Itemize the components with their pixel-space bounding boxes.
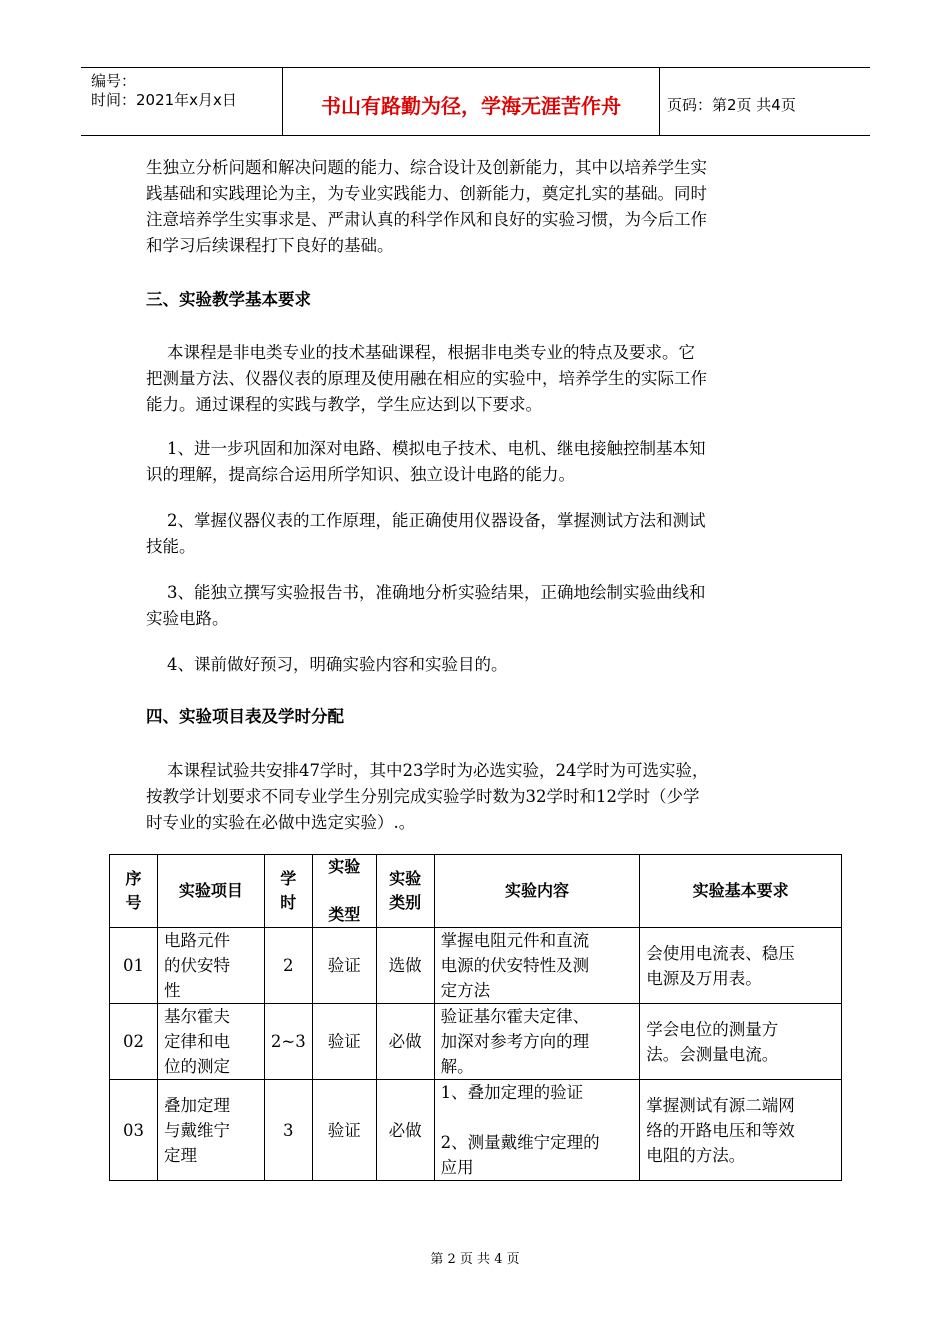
header-page-info: 页码：第2页 共4页	[667, 96, 796, 114]
cell-seq: 03	[110, 1080, 158, 1181]
requirement-item-1: 1、进一步巩固和加深对电路、模拟电子技术、电机、继电接触控制基本知 识的理解，提高综合运用所学知识、独立设计电路的能力。	[146, 439, 706, 484]
cell-type: 验证	[312, 928, 376, 1004]
document-time-label: 时间：2021年x月x日	[91, 91, 237, 109]
requirement-item-4: 4、课前做好预习，明确实验内容和实验目的。	[146, 655, 508, 674]
cell-project: 叠加定理 与戴维宁 定理	[157, 1080, 264, 1181]
cell-seq: 01	[110, 928, 158, 1004]
header-hours: 学 时	[264, 855, 312, 928]
section-heading-4: 四、实验项目表及学时分配	[146, 707, 344, 726]
header-requirement: 实验基本要求	[640, 855, 842, 928]
experiment-table	[109, 854, 842, 1181]
cell-content: 掌握电阻元件和直流 电源的伏安特性及测 定方法	[434, 928, 640, 1004]
cell-seq: 02	[110, 1004, 158, 1080]
header-type: 实验 类型	[312, 855, 376, 928]
document-number-label: 编号：	[91, 72, 137, 90]
section-heading-3: 三、实验教学基本要求	[146, 290, 311, 309]
requirement-item-3: 3、能独立撰写实验报告书，准确地分析实验结果，正确地绘制实验曲线和 实验电路。	[146, 583, 706, 628]
hours-paragraph: 本课程试验共安排47学时，其中23学时为必选实验，24学时为可选实验， 按教学计划要求不同专业学生分别完成实验学时数为32学时和12学时（少学 时专业的实验在必做中选定实验）.。	[146, 761, 709, 832]
requirements-intro-paragraph: 本课程是非电类专业的技术基础课程，根据非电类专业的特点及要求。它 把测量方法、仪器仪表的原理及使用融在相应的实验中，培养学生的实际工作 能力。通过课程的实践与教学，学生应达到以下要求。	[146, 343, 707, 414]
cell-type: 验证	[312, 1080, 376, 1181]
cell-category: 必做	[376, 1080, 434, 1181]
cell-project: 基尔霍夫 定律和电 位的测定	[157, 1004, 264, 1080]
header-meta	[81, 68, 283, 135]
table-header-row	[110, 855, 842, 928]
table-row	[110, 1080, 842, 1181]
cell-content: 1、叠加定理的验证 2、测量戴维宁定理的 应用	[434, 1080, 640, 1181]
table-row	[110, 1004, 842, 1080]
cell-requirement: 掌握测试有源二端网 络的开路电压和等效 电阻的方法。	[640, 1080, 842, 1181]
cell-project: 电路元件 的伏安特 性	[157, 928, 264, 1004]
cell-hours: 2~3	[264, 1004, 312, 1080]
cell-category: 选做	[376, 928, 434, 1004]
header-content: 实验内容	[434, 855, 640, 928]
cell-requirement: 会使用电流表、稳压 电源及万用表。	[640, 928, 842, 1004]
header-motto: 书山有路勤为径，学海无涯苦作舟	[283, 68, 660, 135]
cell-hours: 2	[264, 928, 312, 1004]
cell-category: 必做	[376, 1004, 434, 1080]
page-header	[81, 67, 870, 136]
intro-paragraph: 生独立分析问题和解决问题的能力、综合设计及创新能力，其中以培养学生实 践基础和实践理论为主，为专业实践能力、创新能力，奠定扎实的基础。同时 注意培养学生实事求是、严肃认真的科学作风和良好的实验习惯，为今后工作 和学习后续课程打下良好的基础。	[146, 158, 707, 255]
cell-hours: 3	[264, 1080, 312, 1181]
header-seq: 序 号	[110, 855, 158, 928]
page-footer: 第 2 页 共 4 页	[430, 1252, 520, 1267]
table-row	[110, 928, 842, 1004]
header-category: 实验 类别	[376, 855, 434, 928]
cell-requirement: 学会电位的测量方 法。会测量电流。	[640, 1004, 842, 1080]
requirement-item-2: 2、掌握仪器仪表的工作原理，能正确使用仪器设备，掌握测试方法和测试 技能。	[146, 511, 706, 556]
cell-type: 验证	[312, 1004, 376, 1080]
header-project: 实验项目	[157, 855, 264, 928]
cell-content: 验证基尔霍夫定律、 加深对参考方向的理 解。	[434, 1004, 640, 1080]
